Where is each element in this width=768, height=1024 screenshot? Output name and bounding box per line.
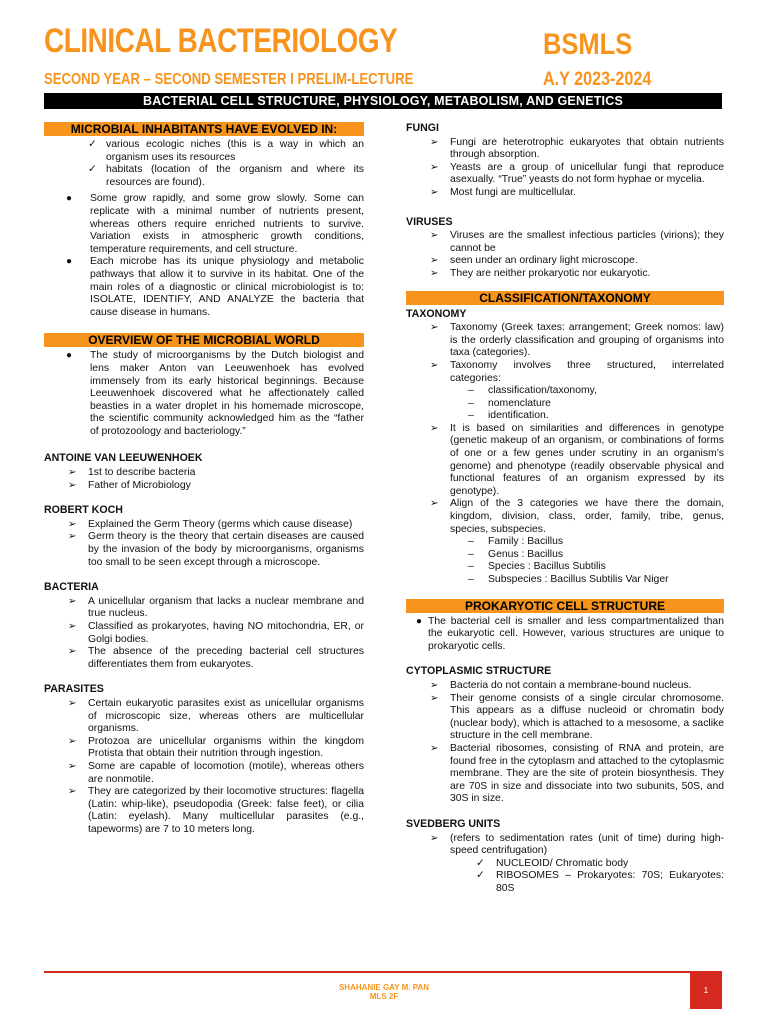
list-item: ➢ Most fungi are multicellular. bbox=[430, 186, 576, 198]
viruses-list bbox=[406, 230, 724, 280]
topic-bar: BACTERIAL CELL STRUCTURE, PHYSIOLOGY, METABOLISM, AND GENETICS bbox=[44, 93, 722, 109]
list-item: ➢ Classified as prokaryotes, having NO mitochondria, ER, or Golgi bodies. bbox=[68, 621, 364, 645]
arrow-icon: ➢ bbox=[430, 832, 439, 844]
list-item: ➢ Protozoa are unicellular organisms within the kingdom Protista that obtain their nutrition through ingestion. bbox=[68, 735, 364, 760]
arrow-icon: ➢ bbox=[68, 531, 77, 543]
list-item: ● Each microbe has its unique physiology and metabolic pathways that allow it to survive in its habitat. One of the main roles of a diagnostic or clinical microbiologist is to: ISOLATE, IDENTIFY, AND ANALYZE the bacteria that cause disease in humans. bbox=[66, 256, 364, 318]
bullet-icon: ● bbox=[66, 193, 73, 205]
dash-icon: – bbox=[468, 410, 474, 422]
heading-parasites: PARASITES bbox=[44, 683, 104, 696]
document-subtitle: SECOND YEAR – SECOND SEMESTER I PRELIM-LECTURE bbox=[44, 71, 414, 88]
list-item: – identification. bbox=[468, 410, 549, 422]
overview-bullets bbox=[44, 350, 364, 438]
arrow-icon: ➢ bbox=[430, 255, 439, 267]
list-item: ➢ Taxonomy (Greek taxes: arrangement; Greek nomos: law) is the orderly classification and grouping of organisms into taxa (categories). bbox=[430, 322, 724, 359]
check-icon: ✓ bbox=[476, 870, 485, 882]
dash-icon: – bbox=[468, 397, 474, 409]
list-item: ➢ Certain eukaryotic parasites exist as unicellular organisms of microscopic size, whereas others are multicellular organisms. bbox=[68, 697, 364, 735]
list-item: – nomenclature bbox=[468, 397, 551, 409]
left-column bbox=[44, 122, 364, 837]
bullet-icon: ● bbox=[66, 256, 73, 268]
heading-fungi: FUNGI bbox=[406, 122, 439, 134]
heading-viruses: VIRUSES bbox=[406, 215, 453, 228]
arrow-icon: ➢ bbox=[430, 742, 439, 754]
list-item: ➢ They are neither prokaryotic nor eukaryotic. bbox=[430, 267, 651, 279]
dash-icon: – bbox=[468, 561, 474, 573]
svedberg-checklist bbox=[406, 858, 724, 896]
list-item: ➢ Germ theory is the theory that certain diseases are caused by the invasion of the body by microorganisms, organisms too small to be seen except through a microscope. bbox=[68, 531, 364, 568]
arrow-icon: ➢ bbox=[68, 621, 77, 632]
check-icon: ✓ bbox=[476, 857, 485, 869]
bullet-icon: ● bbox=[66, 350, 73, 362]
heading-bacteria: BACTERIA bbox=[44, 581, 99, 594]
arrow-icon: ➢ bbox=[430, 161, 439, 173]
list-item: – Genus : Bacillus bbox=[468, 548, 564, 560]
taxonomy-list-a bbox=[406, 322, 724, 385]
koch-list bbox=[44, 519, 364, 569]
arrow-icon: ➢ bbox=[430, 267, 439, 279]
section-band-overview: OVERVIEW OF THE MICROBIAL WORLD bbox=[44, 333, 364, 347]
list-item: ➢ Yeasts are a group of unicellular fungi that reproduce asexually. “True” yeasts do not form hyphae or mycelia. bbox=[430, 161, 724, 186]
list-item: ➢ Viruses are the smallest infectious particles (virions); they cannot be bbox=[430, 230, 724, 254]
section-band-prokaryotic: PROKARYOTIC CELL STRUCTURE bbox=[406, 599, 724, 613]
arrow-icon: ➢ bbox=[68, 646, 77, 658]
list-item: ➢ It is based on similarities and differences in genotype (genetic makeup of an organism, or combinations of forms of one or a few genes under scrutiny in an organism’s genome) and phenotype (readily observable physical and functional features of an organism expressed by its genotype). bbox=[430, 422, 724, 497]
list-item: ✓ various ecologic niches (this is a way in which an organism uses its resources bbox=[88, 139, 364, 163]
list-item: ➢ seen under an ordinary light microscope. bbox=[430, 255, 638, 267]
taxonomy-examples bbox=[406, 536, 724, 586]
arrow-icon: ➢ bbox=[68, 479, 77, 491]
heading-svedberg: SVEDBERG UNITS bbox=[406, 817, 501, 830]
list-item: ● The study of microorganisms by the Dutch biologist and lens maker Anton van Leeuwenhoek has evolved immensely from its early historical beginnings. Because Leeuwenhoek discovered what he affectionately called beasties in a water droplet in his homemade microscope, the scientific community acknowledged him as the “father of protozoology and bacteriology.” bbox=[66, 350, 364, 437]
list-item: ➢ Taxonomy involves three structured, interrelated categories: bbox=[430, 359, 724, 384]
list-item: – Family : Bacillus bbox=[468, 536, 564, 548]
taxonomy-categories bbox=[406, 385, 724, 423]
arrow-icon: ➢ bbox=[430, 322, 439, 334]
list-item: – Species : Bacillus Subtilis bbox=[468, 561, 606, 573]
list-item: ➢ Their genome consists of a single circular chromosome. This appears as a diffuse nucleoid or chromatin body (nuclear body), which is attached to a mesosome, a saclike structure in the cell membrane. bbox=[430, 692, 724, 742]
author-name: SHAHANIE GAY M. PAN bbox=[338, 983, 430, 992]
list-item: ➢ Fungi are heterotrophic eukaryotes that obtain nutrients through absorption. bbox=[430, 136, 724, 161]
bacteria-list bbox=[44, 596, 364, 672]
arrow-icon: ➢ bbox=[430, 186, 439, 198]
prokaryotic-bullets bbox=[406, 616, 724, 654]
arrow-icon: ➢ bbox=[68, 786, 77, 798]
list-item: ➢ Bacteria do not contain a membrane-bound nucleus. bbox=[430, 679, 692, 691]
dash-icon: – bbox=[468, 548, 474, 560]
microbial-bullets bbox=[44, 193, 364, 319]
list-item: ➢ 1st to describe bacteria bbox=[68, 467, 196, 479]
list-item: ➢ A unicellular organism that lacks a nuclear membrane and true nucleus. bbox=[68, 595, 364, 620]
heading-taxonomy: TAXONOMY bbox=[406, 307, 467, 320]
arrow-icon: ➢ bbox=[68, 595, 77, 607]
arrow-icon: ➢ bbox=[430, 230, 439, 242]
bullet-icon: ● bbox=[416, 615, 423, 627]
list-item: ➢ Explained the Germ Theory (germs which cause disease) bbox=[68, 518, 353, 530]
section-band-classification: CLASSIFICATION/TAXONOMY bbox=[406, 291, 724, 305]
arrow-icon: ➢ bbox=[68, 467, 77, 479]
list-item: ● The bacterial cell is smaller and less compartmentalized than the eukaryotic cell. However, various structures are unique to prokaryotic cells. bbox=[416, 615, 724, 652]
list-item: ● Some grow rapidly, and some grow slowly. Some can replicate with a minimal number of nutrients present, whereas others require enriched nutrients to survive. Variation exists in atmospheric growth conditions, temperature requirements, and cell structure. bbox=[66, 193, 364, 255]
arrow-icon: ➢ bbox=[68, 697, 77, 709]
section-band-microbial: MICROBIAL INHABITANTS HAVE EVOLVED IN: bbox=[44, 122, 364, 136]
list-item: ✓ NUCLEOID/ Chromatic body bbox=[476, 857, 629, 869]
list-item: – Subspecies : Bacillus Subtilis Var Niger bbox=[468, 574, 669, 585]
microbial-checklist bbox=[44, 139, 364, 189]
arrow-icon: ➢ bbox=[68, 518, 77, 530]
footer-rule bbox=[44, 971, 722, 973]
program-code: BSMLS bbox=[543, 28, 633, 61]
check-icon: ✓ bbox=[88, 164, 97, 176]
dash-icon: – bbox=[468, 536, 474, 548]
document-title: CLINICAL BACTERIOLOGY bbox=[44, 22, 398, 60]
heading-koch: ROBERT KOCH bbox=[44, 504, 123, 517]
page-number: 1 bbox=[690, 973, 722, 1009]
arrow-icon: ➢ bbox=[430, 679, 439, 691]
list-item: ➢ (refers to sedimentation rates (unit of time) during high-speed centrifugation) bbox=[430, 832, 724, 857]
list-item: ➢ They are categorized by their locomotive structures: flagella (Latin: whip-like), pseudopodia (Greek: false feet), or cilia (Latin: eyelash). Many multicellular parasites (e.g., tapeworms) are 7 to 10 meters long. bbox=[68, 786, 364, 835]
parasites-list bbox=[44, 698, 364, 837]
leeuwenhoek-list bbox=[44, 467, 364, 492]
list-item: ➢ Father of Microbiology bbox=[68, 479, 191, 491]
svedberg-list bbox=[406, 833, 724, 858]
list-item: ➢ Some are capable of locomotion (motile), whereas others are nonmotile. bbox=[68, 760, 364, 785]
heading-leeuwenhoek: ANTOINE VAN LEEUWENHOEK bbox=[44, 452, 203, 465]
arrow-icon: ➢ bbox=[430, 136, 439, 148]
right-column bbox=[406, 122, 724, 895]
list-item: ➢ The absence of the preceding bacterial cell structures differentiates them from eukaryotes. bbox=[68, 646, 364, 670]
list-item: ➢ Align of the 3 categories we have there the domain, kingdom, division, class, order, family, tribe, genus, species, subspecies. bbox=[430, 498, 724, 535]
dash-icon: – bbox=[468, 385, 474, 397]
list-item: – classification/taxonomy, bbox=[468, 385, 597, 397]
arrow-icon: ➢ bbox=[430, 422, 439, 434]
heading-cytoplasmic: CYTOPLASMIC STRUCTURE bbox=[406, 665, 552, 678]
check-icon: ✓ bbox=[88, 139, 97, 150]
list-item: ✓ RIBOSOMES – Prokaryotes: 70S; Eukaryotes: 80S bbox=[476, 870, 724, 894]
footer-author bbox=[0, 983, 768, 1001]
taxonomy-list-b bbox=[406, 423, 724, 536]
arrow-icon: ➢ bbox=[430, 498, 439, 510]
fungi-list bbox=[406, 137, 724, 200]
dash-icon: – bbox=[468, 574, 474, 585]
author-section: MLS 2F bbox=[369, 992, 399, 1001]
list-item: ✓ habitats (location of the organism and where its resources are found). bbox=[88, 164, 364, 188]
arrow-icon: ➢ bbox=[68, 735, 77, 747]
list-item: ➢ Bacterial ribosomes, consisting of RNA and protein, are found free in the cytoplasm and attached to the cytoplasmic membrane. They are the site of protein biosynthesis. They are 70S in size and dissociate into two subunits, 50S, and 30S in size. bbox=[430, 742, 724, 805]
academic-year: A.Y 2023-2024 bbox=[543, 69, 652, 90]
cytoplasmic-list bbox=[406, 680, 724, 806]
arrow-icon: ➢ bbox=[430, 692, 439, 704]
arrow-icon: ➢ bbox=[430, 359, 439, 371]
arrow-icon: ➢ bbox=[68, 760, 77, 772]
